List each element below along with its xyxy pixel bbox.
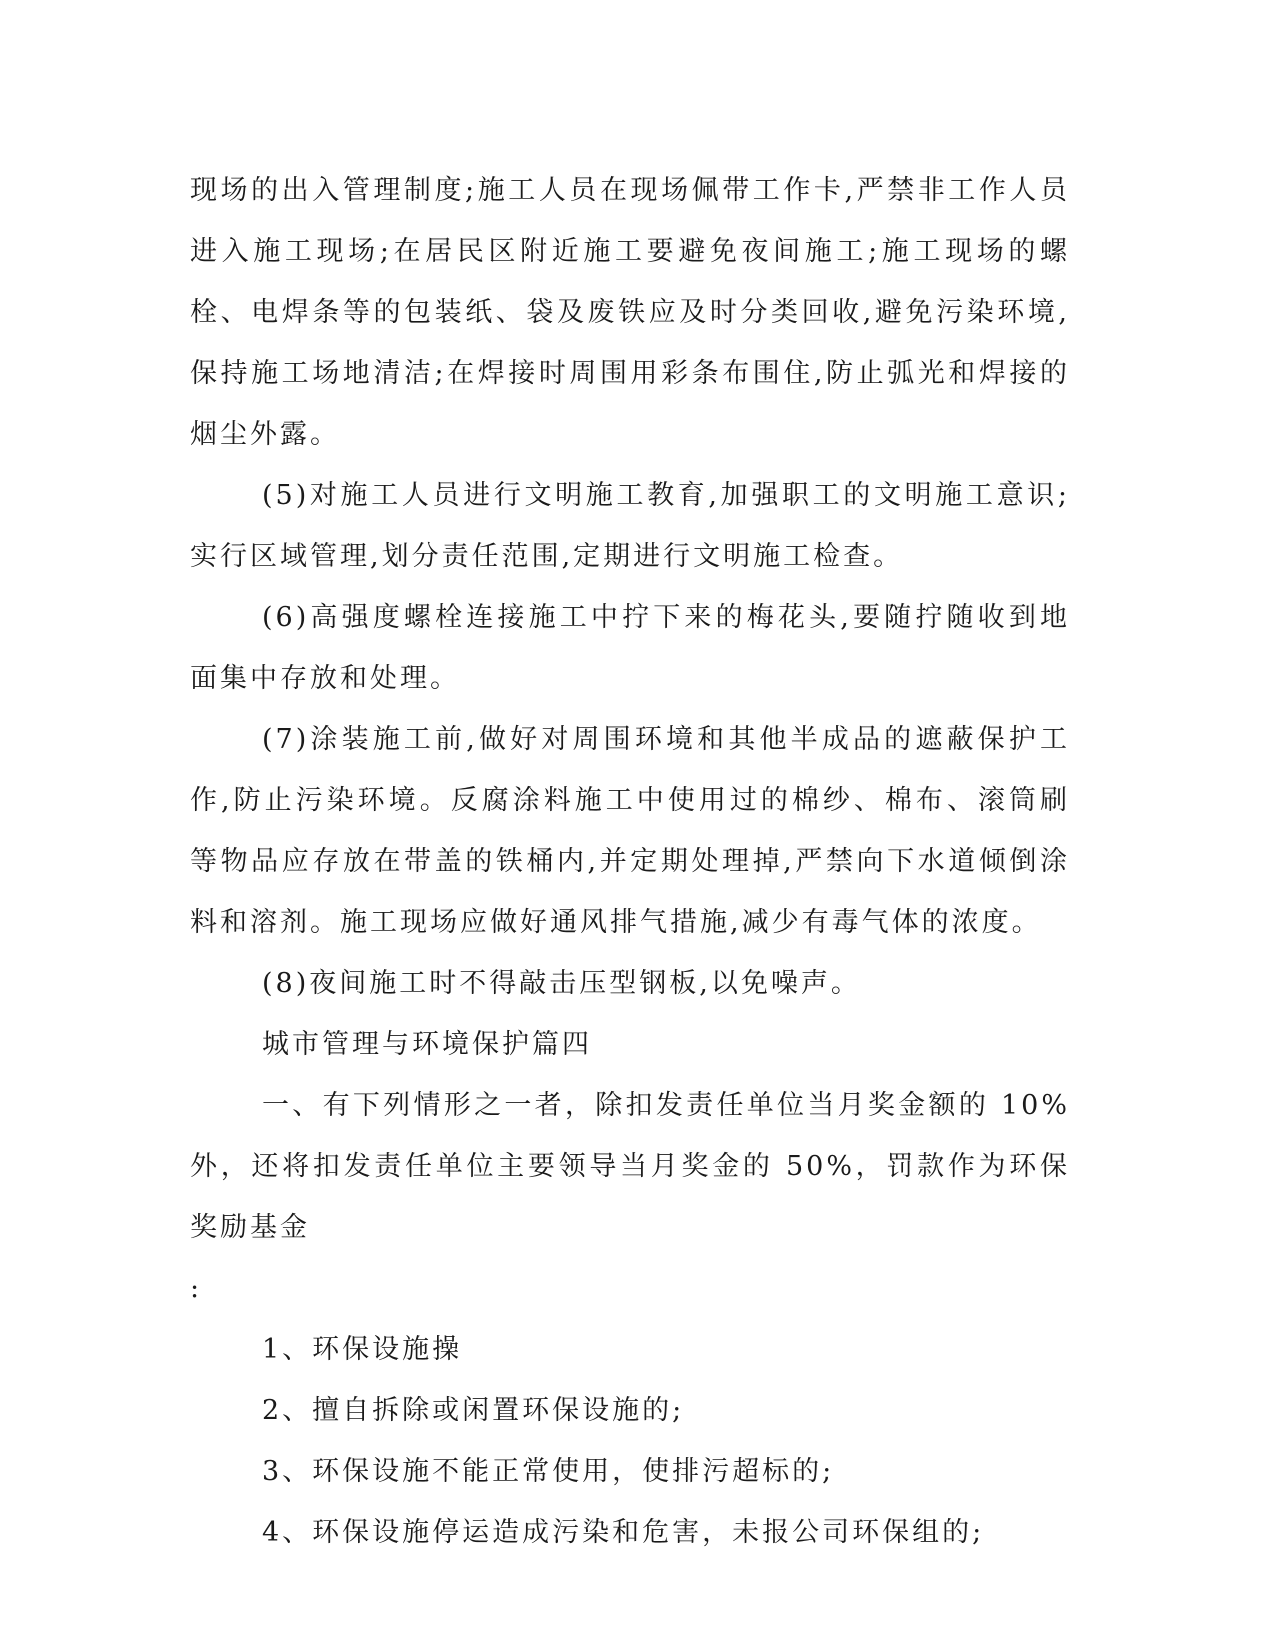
paragraph-8: (8)夜间施工时不得敲击压型钢板,以免噪声。 <box>262 968 861 999</box>
paragraph-5: (5)对施工人员进行文明施工教育,加强职工的文明施工意识;实行区域管理,划分责任范围,定期进行文明施工检查。 <box>190 480 1070 572</box>
paragraph-rule-colon: : <box>190 1273 203 1304</box>
paragraph-6: (6)高强度螺栓连接施工中拧下来的梅花头,要随拧随收到地面集中存放和处理。 <box>190 602 1070 694</box>
paragraph-site-management: 现场的出入管理制度;施工人员在现场佩带工作卡,严禁非工作人员进入施工现场;在居民区附近施工要避免夜间施工;施工现场的螺栓、电焊条等的包装纸、袋及废铁应及时分类回收,避免污染环境,保持施工场地清洁;在焊接时周围用彩条布围住,防止弧光和焊接的烟尘外露。 <box>190 175 1070 450</box>
document-body <box>190 160 1070 1563</box>
list-item: 4、环保设施停运造成污染和危害，未报公司环保组的; <box>262 1517 985 1548</box>
paragraph-rule: 一、有下列情形之一者，除扣发责任单位当月奖金额的 10%外，还将扣发责任单位主要领导当月奖金的 50%，罚款作为环保奖励基金 <box>190 1090 1070 1243</box>
paragraph-7: (7)涂装施工前,做好对周围环境和其他半成品的遮蔽保护工作,防止污染环境。反腐涂料施工中使用过的棉纱、棉布、滚筒刷等物品应存放在带盖的铁桶内,并定期处理掉,严禁向下水道倾倒涂料和溶剂。施工现场应做好通风排气措施,减少有毒气体的浓度。 <box>190 724 1070 938</box>
list-item: 2、擅自拆除或闲置环保设施的; <box>262 1395 685 1426</box>
list-item: 3、环保设施不能正常使用，使排污超标的; <box>262 1456 835 1487</box>
section-heading: 城市管理与环境保护篇四 <box>262 1029 592 1060</box>
list-item: 1、环保设施操 <box>262 1334 463 1365</box>
